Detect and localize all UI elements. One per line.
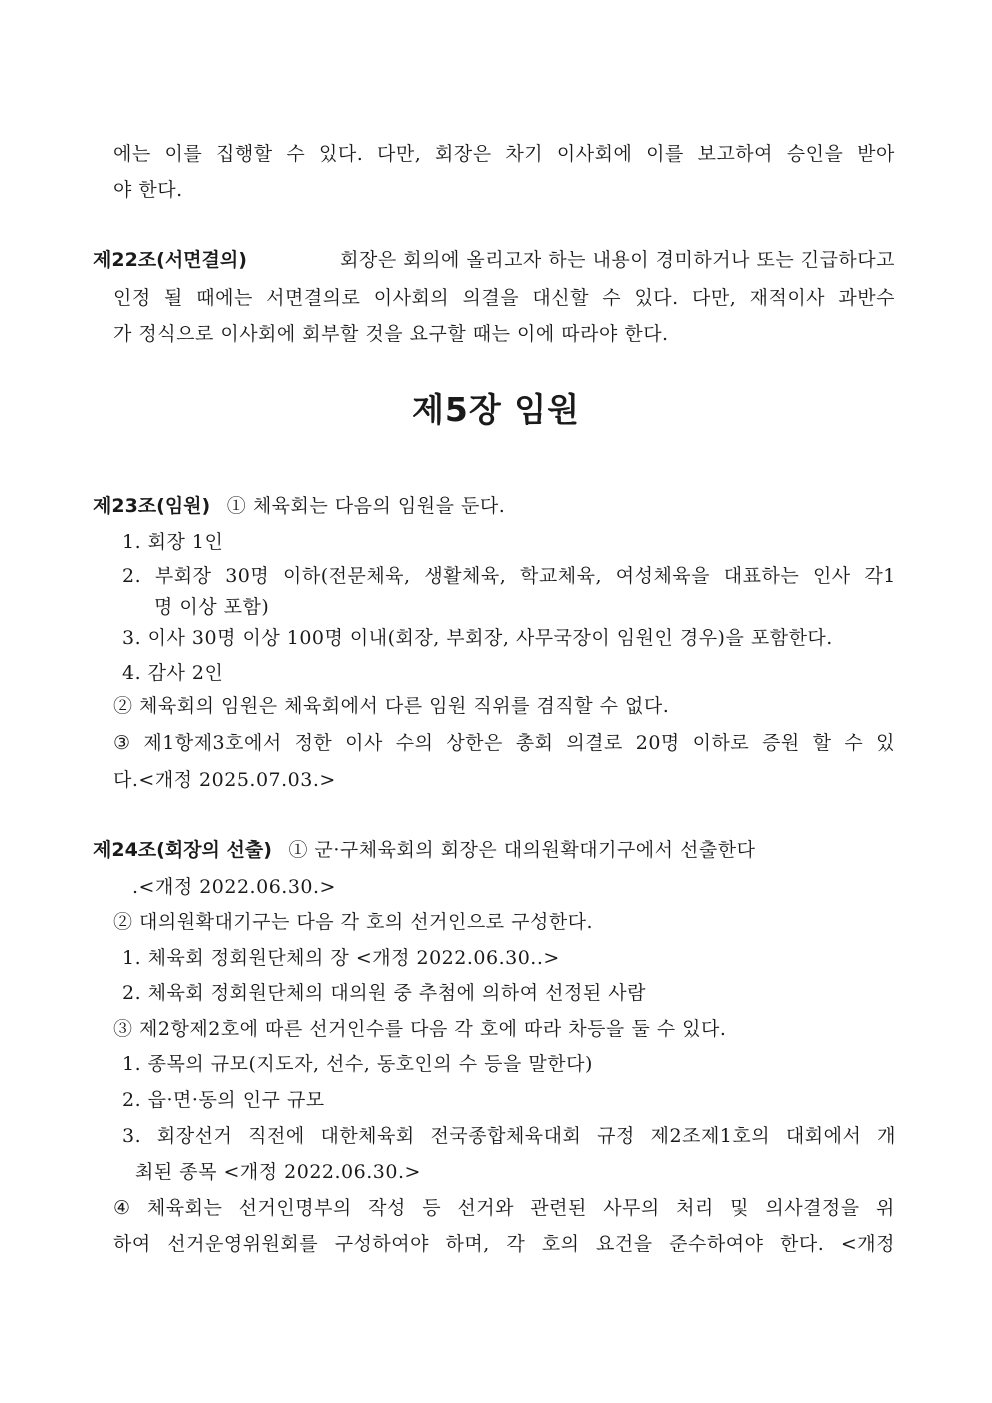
art24-para3-item2: 2. 읍·면·동의 인구 규모 — [122, 1089, 325, 1111]
art22-line2: 인정 될 때에는 서면결의로 이사회의 의결을 대신할 수 있다. 다만, 재적이사 과반수 — [113, 287, 895, 309]
art23-para3-line2: 다.<개정 2025.07.03.> — [113, 769, 336, 791]
art23-para3-line1: ③ 제1항제3호에서 정한 이사 수의 상한은 총회 의결로 20명 이하로 증원 할 수 있 — [113, 732, 895, 754]
art24-para4-line2: 하여 선거운영위원회를 구성하여야 하며, 각 호의 요건을 준수하여야 한다. <개정 — [113, 1233, 895, 1255]
art23-item2-line1: 2. 부회장 30명 이하(전문체육, 생활체육, 학교체육, 여성체육을 대표하는 인사 각1 — [122, 565, 896, 587]
chapter-title: 제5장 임원 — [412, 390, 580, 429]
art22-heading: 제22조(서면결의) — [93, 249, 247, 271]
art24-first-line — [93, 838, 755, 862]
art23-para2: ② 체육회의 임원은 체육회에서 다른 임원 직위를 겸직할 수 없다. — [113, 695, 670, 717]
art24-para2-item1: 1. 체육회 정회원단체의 장 <개정 2022.06.30..> — [122, 947, 560, 969]
art23-item2-line2: 명 이상 포함) — [154, 596, 270, 618]
art24-para1-line2: .<개정 2022.06.30.> — [132, 876, 336, 898]
art22-line1: 회장은 회의에 올리고자 하는 내용이 경미하거나 또는 긴급하다고 — [340, 249, 895, 271]
art22-first-line — [93, 248, 895, 272]
art24-para3-item1: 1. 종목의 규모(지도자, 선수, 동호인의 수 등을 말한다) — [122, 1053, 593, 1075]
art23-item3: 3. 이사 30명 이상 100명 이내(회장, 부회장, 사무국장이 임원인 경우)을 포함한다. — [122, 627, 833, 649]
art21-cont-line1: 에는 이를 집행할 수 있다. 다만, 회장은 차기 이사회에 이를 보고하여 승인을 받아 — [113, 143, 895, 165]
art24-para3-item3-line2: 최된 종목 <개정 2022.06.30.> — [135, 1161, 421, 1183]
art23-first-line — [93, 494, 505, 518]
art23-intro: ① 체육회는 다음의 임원을 둔다. — [226, 495, 506, 517]
art23-item1: 1. 회장 1인 — [122, 531, 224, 553]
art24-para1-line1: ① 군·구체육회의 회장은 대의원확대기구에서 선출한다 — [288, 839, 756, 861]
art24-para3: ③ 제2항제2호에 따른 선거인수를 다음 각 호에 따라 차등을 둘 수 있다. — [113, 1018, 727, 1040]
art24-para4-line1: ④ 체육회는 선거인명부의 작성 등 선거와 관련된 사무의 처리 및 의사결정을 위 — [113, 1197, 895, 1219]
art24-heading: 제24조(회장의 선출) — [93, 839, 272, 861]
art22-line3: 가 정식으로 이사회에 회부할 것을 요구할 때는 이에 따라야 한다. — [113, 323, 669, 345]
art23-heading: 제23조(임원) — [93, 495, 211, 517]
art21-cont-line2: 야 한다. — [113, 179, 183, 201]
art24-para3-item3-line1: 3. 회장선거 직전에 대한체육회 전국종합체육대회 규정 제2조제1호의 대회에서 개 — [122, 1125, 896, 1147]
art24-para2-item2: 2. 체육회 정회원단체의 대의원 중 추첨에 의하여 선정된 사람 — [122, 982, 646, 1004]
art23-item4: 4. 감사 2인 — [122, 662, 224, 684]
art24-para2: ② 대의원확대기구는 다음 각 호의 선거인으로 구성한다. — [113, 911, 594, 933]
